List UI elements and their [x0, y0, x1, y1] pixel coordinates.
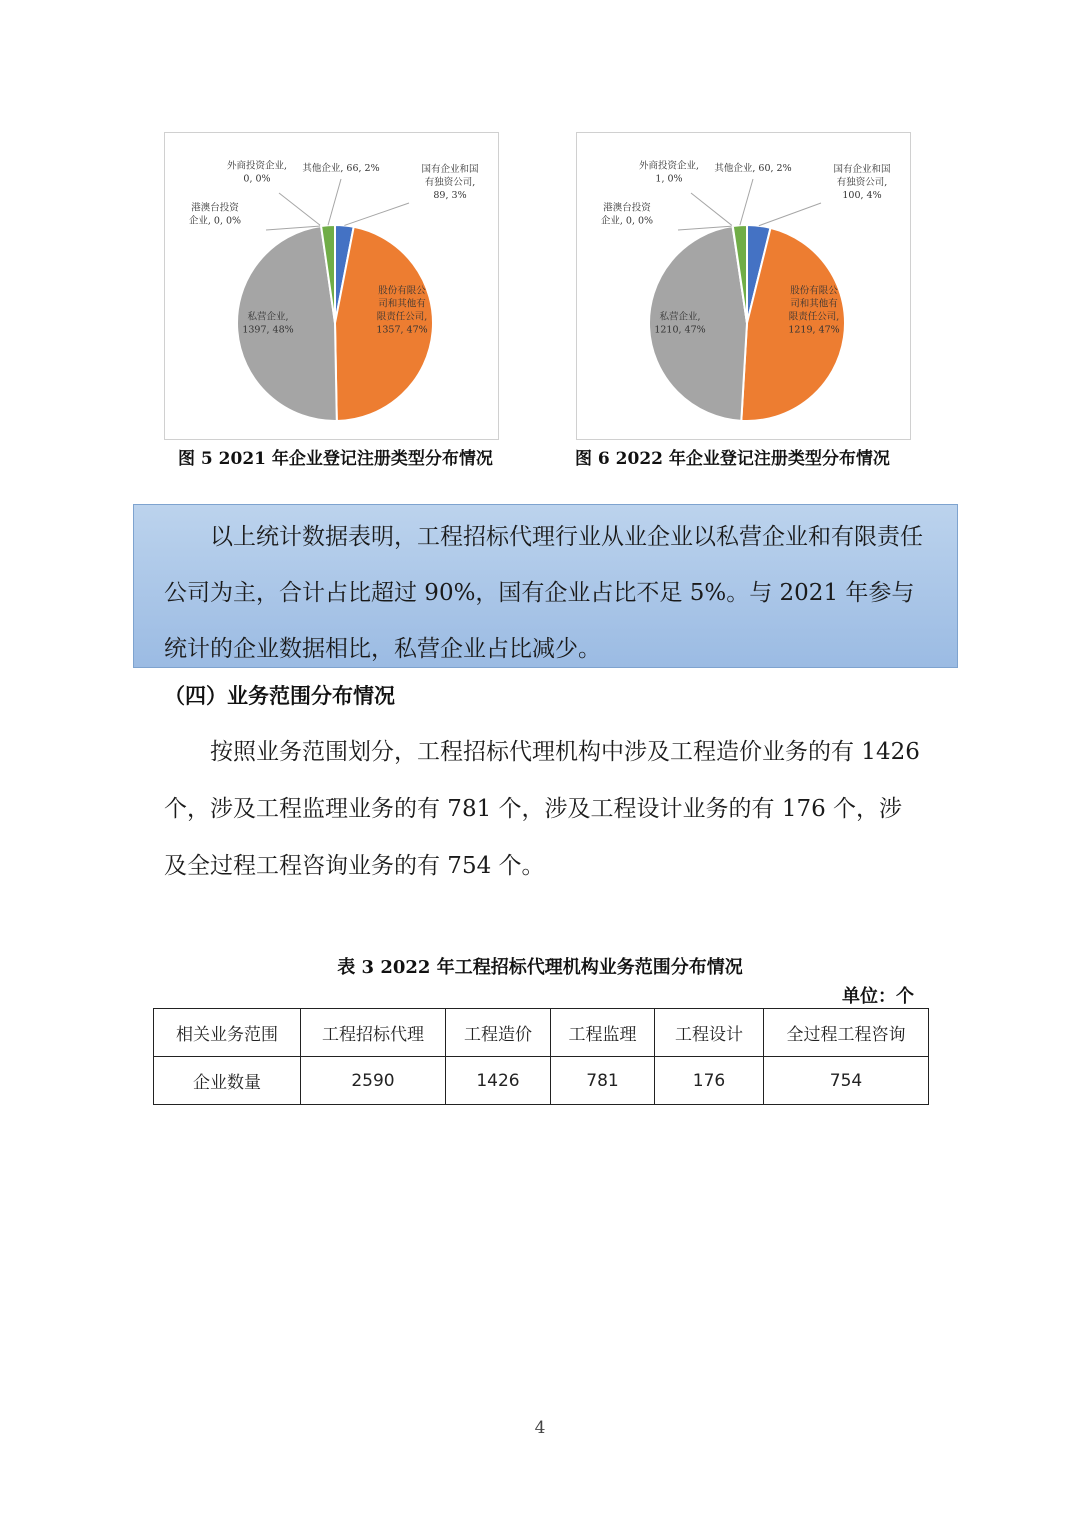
slice-data-label: 外商投资企业, 1, 0%	[638, 160, 700, 185]
slice-data-label: 国有企业和国有独资公司, 100, 4%	[833, 164, 891, 201]
slice-data-label: 股份有限公司和其他有限责任公司, 1219, 47%	[788, 285, 840, 336]
pie-slice	[237, 226, 337, 421]
table-title: 表 3 2022 年工程招标代理机构业务范围分布情况	[337, 957, 743, 978]
row-label-cell: 企业数量	[154, 1057, 301, 1105]
slice-data-label: 外商投资企业, 0, 0%	[226, 160, 288, 185]
header-cell: 工程造价	[446, 1009, 551, 1057]
slice-data-label: 私营企业, 1397, 48%	[242, 311, 294, 336]
value-cell: 176	[655, 1057, 764, 1105]
header-cell: 工程招标代理	[301, 1009, 446, 1057]
page-number: 4	[534, 1418, 546, 1438]
pie-chart-2021	[164, 132, 499, 440]
slice-data-label: 港澳台投资企业, 0, 0%	[188, 202, 242, 227]
slice-data-label: 股份有限公司和其他有限责任公司, 1357, 47%	[376, 285, 428, 336]
table-unit: 单位：个	[842, 986, 914, 1007]
pie-chart-2022	[576, 132, 911, 440]
header-cell: 全过程工程咨询	[764, 1009, 929, 1057]
body-paragraph: 按照业务范围划分，工程招标代理机构中涉及工程造价业务的有 1426 个，涉及工程监理业务的有 781 个，涉及工程设计业务的有 176 个，涉及全过程工程咨询业务的有 754 个。	[164, 739, 920, 879]
pie-chart-2021-svg	[165, 133, 498, 439]
header-cell: 工程监理	[551, 1009, 655, 1057]
figure-6-caption: 图 6 2022 年企业登记注册类型分布情况	[575, 449, 890, 469]
table-header-row	[154, 1009, 929, 1057]
value-cell: 754	[764, 1057, 929, 1105]
header-cell: 工程设计	[655, 1009, 764, 1057]
header-cell: 相关业务范围	[154, 1009, 301, 1057]
leader-line	[279, 193, 321, 226]
value-cell: 781	[551, 1057, 655, 1105]
highlight-box	[133, 504, 958, 668]
pie-chart-2022-svg	[577, 133, 910, 439]
leader-line	[344, 203, 409, 225]
slice-data-label: 国有企业和国有独资公司, 89, 3%	[421, 164, 479, 201]
value-cell: 1426	[446, 1057, 551, 1105]
business-range-table	[153, 1008, 929, 1105]
leader-line	[328, 179, 341, 225]
value-cell: 2590	[301, 1057, 446, 1105]
slice-data-label: 其他企业, 60, 2%	[714, 163, 792, 174]
slice-data-label: 其他企业, 66, 2%	[302, 163, 380, 174]
leader-line	[740, 179, 753, 225]
section-heading: （四）业务范围分布情况	[164, 683, 395, 708]
figure-5-caption: 图 5 2021 年企业登记注册类型分布情况	[178, 449, 493, 469]
slice-data-label: 私营企业, 1210, 47%	[654, 311, 706, 336]
table-row	[154, 1057, 929, 1105]
leader-line	[759, 203, 821, 226]
highlight-text: 以上统计数据表明，工程招标代理行业从业企业以私营企业和有限责任公司为主，合计占比超过 90%，国有企业占比不足 5%。与 2021 年参与统计的企业数据相比，私营企业占比减少。	[164, 524, 923, 662]
leader-line	[691, 193, 733, 226]
slice-data-label: 港澳台投资企业, 0, 0%	[600, 202, 654, 227]
pie-slice	[649, 226, 747, 421]
